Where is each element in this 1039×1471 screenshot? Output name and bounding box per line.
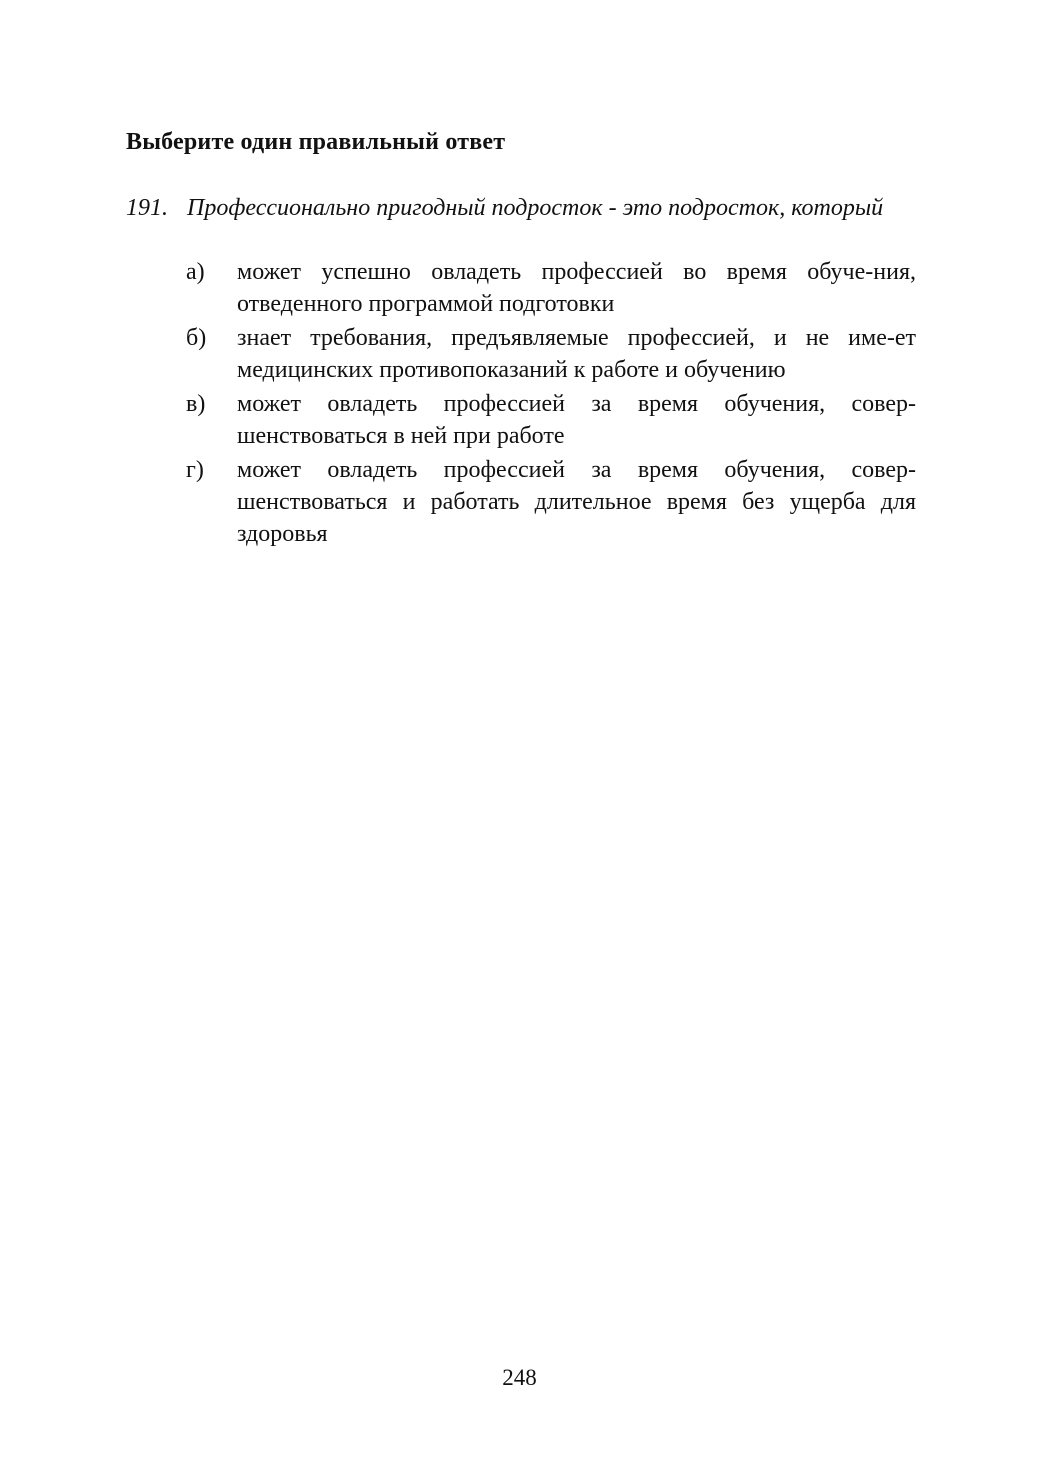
option-text: знает требования, предъявляемые профессией, и не име-ет медицинских противопоказаний к работе и обучению (237, 325, 916, 383)
option-letter: в) (186, 391, 206, 417)
question-191 (126, 192, 916, 224)
option-letter: а) (186, 259, 205, 285)
option-g (186, 454, 916, 550)
option-letter: г) (186, 457, 204, 483)
section-heading: Выберите один правильный ответ (126, 129, 506, 155)
question-text: Профессионально пригодный подросток - это подросток, который (187, 195, 884, 221)
page-number: 248 (502, 1365, 537, 1390)
option-letter: б) (186, 325, 207, 351)
option-text: может овладеть профессией за время обучения, совер-шенствоваться в ней при работе (237, 391, 916, 449)
option-text: может овладеть профессией за время обучения, совер-шенствоваться и работать длительное время без ущерба для здоровья (237, 457, 916, 547)
option-a (186, 256, 916, 320)
option-text: может успешно овладеть профессией во время обуче-ния, отведенного программой подготовки (237, 259, 916, 317)
option-v (186, 388, 916, 452)
question-number: 191. (126, 195, 168, 221)
answer-options (186, 256, 916, 552)
option-b (186, 322, 916, 386)
